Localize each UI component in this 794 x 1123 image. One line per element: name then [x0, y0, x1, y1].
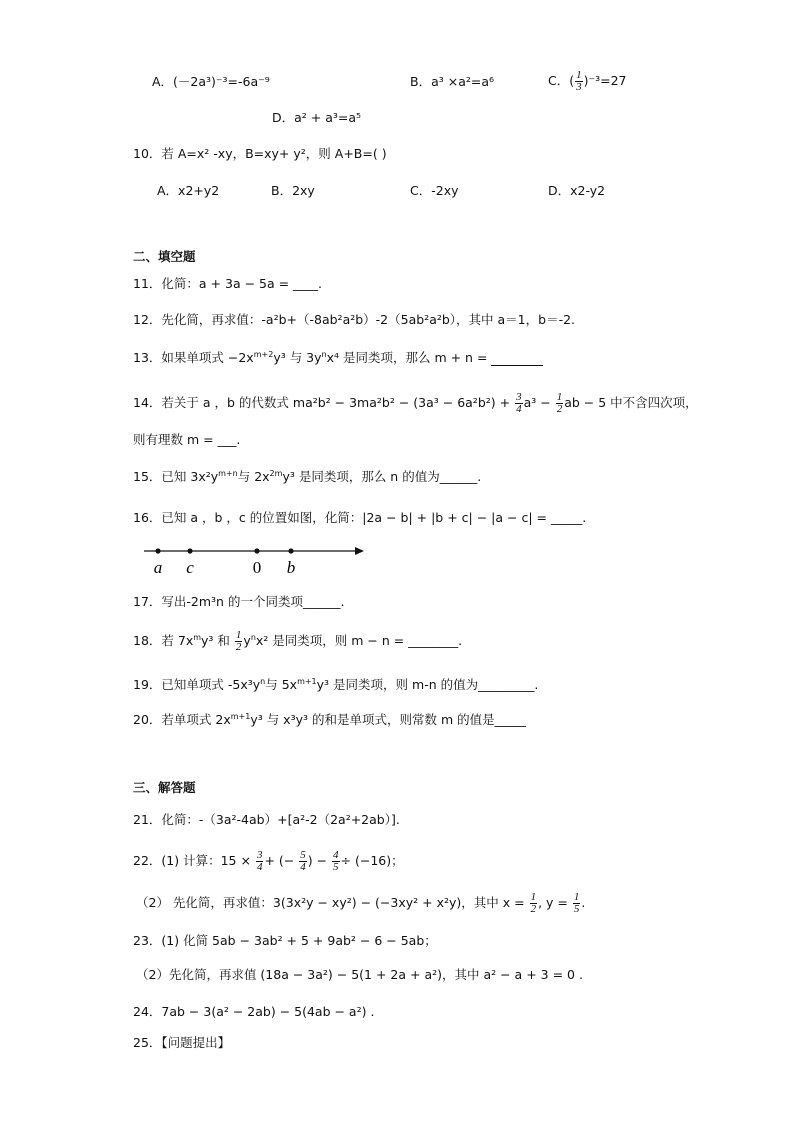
q22-f2-denominator: 4: [300, 861, 306, 873]
q22-x-fraction: [530, 892, 538, 915]
q22-f1-numerator: 3: [256, 849, 263, 861]
q9-option-a: A．(－2a³)⁻³=-6a⁻⁹: [152, 74, 270, 89]
q15-exponent-2: 2m: [269, 468, 283, 478]
q9-c-fraction: [575, 70, 583, 93]
q15-suffix: y³ 是同类项，那么 n 的值为______.: [282, 469, 482, 484]
q18-suffix: x² 是同类项，则 m − n = ________.: [255, 633, 463, 648]
q18-fraction: [235, 630, 243, 653]
q14-middle: a³ −: [523, 395, 551, 410]
q22-p2-suffix: .: [581, 895, 586, 910]
question-22-part-2: [136, 888, 585, 918]
q22-x-numerator: 1: [530, 891, 537, 903]
question-24: 24．7ab − 3(a² − 2ab) − 5(4ab − a²) .: [133, 1004, 375, 1019]
question-21: 21．化简：-（3a²-4ab）+[a²-2（2a²+2ab）].: [133, 812, 400, 827]
point-c: [187, 548, 192, 553]
q13-middle-1: y³ 与 3y: [273, 350, 322, 365]
q13-answer-blank[interactable]: [491, 353, 543, 366]
q18-middle-2: y: [243, 633, 251, 648]
q9-c-prefix: C．(: [548, 73, 575, 88]
q18-denominator: 2: [235, 641, 242, 653]
q22-y-fraction: [573, 892, 581, 915]
q20-suffix: y³ 与 x³y³ 的和是单项式，则常数 m 的值是_____: [250, 712, 526, 727]
q22-f1-denominator: 4: [256, 861, 263, 873]
question-14-line-2: 则有理数 m = ___.: [133, 432, 241, 447]
question-23-part-1: 23．(1) 化简 5ab − 3ab² + 5 + 9ab² − 6 − 5ab；: [133, 933, 437, 948]
q22-p2-prefix: （2） 先化简，再求值：3(3x²y − xy²) − (−3xy² + x²y)，其中 x =: [136, 895, 525, 910]
q9-option-d: D．a² + a³=a⁵: [272, 110, 362, 125]
q13-exponent-1: m+2: [253, 349, 274, 359]
section-fill-in-heading: 二、填空题: [133, 249, 196, 264]
question-17: 17．写出-2m³n 的一个同类项______.: [133, 594, 345, 609]
q14-suffix: ab − 5 中不含四次项，: [564, 395, 698, 410]
q14-f2-numerator: 1: [556, 391, 563, 403]
q18-numerator: 1: [235, 629, 242, 641]
q19-middle: 与 5x: [265, 677, 298, 692]
q9-option-b: B．a³ ×a²=a⁶: [410, 74, 495, 89]
q19-exponent-1: n: [260, 676, 266, 686]
q14-f1-denominator: 4: [516, 403, 522, 415]
q9-c-numerator: 1: [576, 69, 582, 81]
q22-fraction-3: [332, 850, 340, 873]
q22-f2-numerator: 5: [300, 849, 306, 861]
number-line-arrow-icon: [355, 547, 364, 555]
label-a: a: [153, 558, 163, 577]
q13-middle-2: x⁴ 是同类项，那么 m + n =: [326, 350, 488, 365]
question-13: [133, 350, 543, 366]
q14-fraction-2: [556, 392, 564, 415]
q13-exponent-2: n: [321, 349, 327, 359]
label-zero: 0: [252, 558, 262, 577]
question-12: 12．先化简，再求值：-a²b+（-8ab²a²b）-2（5ab²a²b），其中 a＝1，b＝-2.: [133, 312, 576, 327]
question-19: [133, 677, 538, 693]
question-23-part-2: （2）先化简，再求值 (18a − 3a²) − 5(1 + 2a + a²)，其中 a² − a + 3 = 0 .: [136, 967, 583, 982]
point-zero: [254, 548, 259, 553]
q14-prefix: 14．若关于 a ，b 的代数式 ma²b² − 3ma²b² − (3a³ − 6a²b²) +: [133, 395, 511, 410]
section-answer-heading: 三、解答题: [133, 780, 196, 795]
label-c: c: [186, 558, 194, 577]
q10-option-a: A．x2+y2: [157, 183, 220, 198]
q18-exponent-2: n: [250, 632, 256, 642]
q10-option-d: D．x2-y2: [548, 183, 606, 198]
q20-prefix: 20．若单项式 2x: [133, 712, 231, 727]
q14-f2-denominator: 2: [556, 403, 563, 415]
q15-prefix: 15．已知 3x²y: [133, 469, 219, 484]
q18-middle-1: y³ 和: [201, 633, 230, 648]
q22-y-numerator: 1: [573, 891, 580, 903]
q22-x-denominator: 2: [530, 903, 537, 915]
q15-exponent-1: m+n: [218, 468, 238, 478]
q22-f3-numerator: 4: [333, 849, 339, 861]
q22-fraction-1: [256, 850, 264, 873]
q14-f1-numerator: 3: [516, 391, 522, 403]
q22-p1-middle: + (−: [264, 853, 295, 868]
q9-c-denominator: 3: [576, 81, 582, 93]
q13-prefix: 13．如果单项式 −2x: [133, 350, 254, 365]
label-b: b: [286, 558, 296, 577]
question-14: [133, 388, 698, 418]
question-16: 16．已知 a ，b ，c 的位置如图，化简：|2a − b| + |b + c| − |a − c| = _____.: [133, 510, 587, 525]
q22-p2-middle: , y =: [538, 895, 568, 910]
q22-fraction-2: [299, 850, 307, 873]
q19-exponent-2: m+1: [297, 676, 317, 686]
q9-option-c: [548, 66, 626, 96]
q19-prefix: 19．已知单项式 -5x³y: [133, 677, 261, 692]
question-22-part-1: [133, 846, 404, 876]
q19-suffix: y³ 是同类项，则 m-n 的值为_________.: [316, 677, 539, 692]
q10-stem: 10．若 A=x² -xy，B=xy+ y²，则 A+B=( ): [133, 146, 387, 161]
question-15: [133, 469, 481, 485]
q22-y-denominator: 5: [573, 903, 580, 915]
q22-p1-prefix: 22．(1) 计算：15 ×: [133, 853, 251, 868]
question-25: 25．【问题提出】: [133, 1035, 231, 1050]
q18-exponent-1: m: [193, 632, 202, 642]
question-20: [133, 712, 526, 728]
question-18: [133, 626, 462, 656]
question-11: 11．化简：a + 3a − 5a = ____.: [133, 276, 323, 291]
point-a: [155, 548, 160, 553]
q22-f3-denominator: 5: [333, 861, 339, 873]
q9-c-suffix: )⁻³=27: [583, 73, 627, 88]
number-line-figure: [140, 540, 370, 580]
q10-option-b: B．2xy: [271, 183, 315, 198]
q15-middle: 与 2x: [237, 469, 270, 484]
q18-prefix: 18．若 7x: [133, 633, 194, 648]
point-b: [288, 548, 293, 553]
q10-option-c: C．-2xy: [410, 183, 459, 198]
q22-p1-suffix: ÷ (−16)；: [340, 853, 404, 868]
q22-p1-middle-2: ) −: [307, 853, 328, 868]
q20-exponent: m+1: [230, 711, 251, 721]
q14-fraction-1: [515, 392, 523, 415]
